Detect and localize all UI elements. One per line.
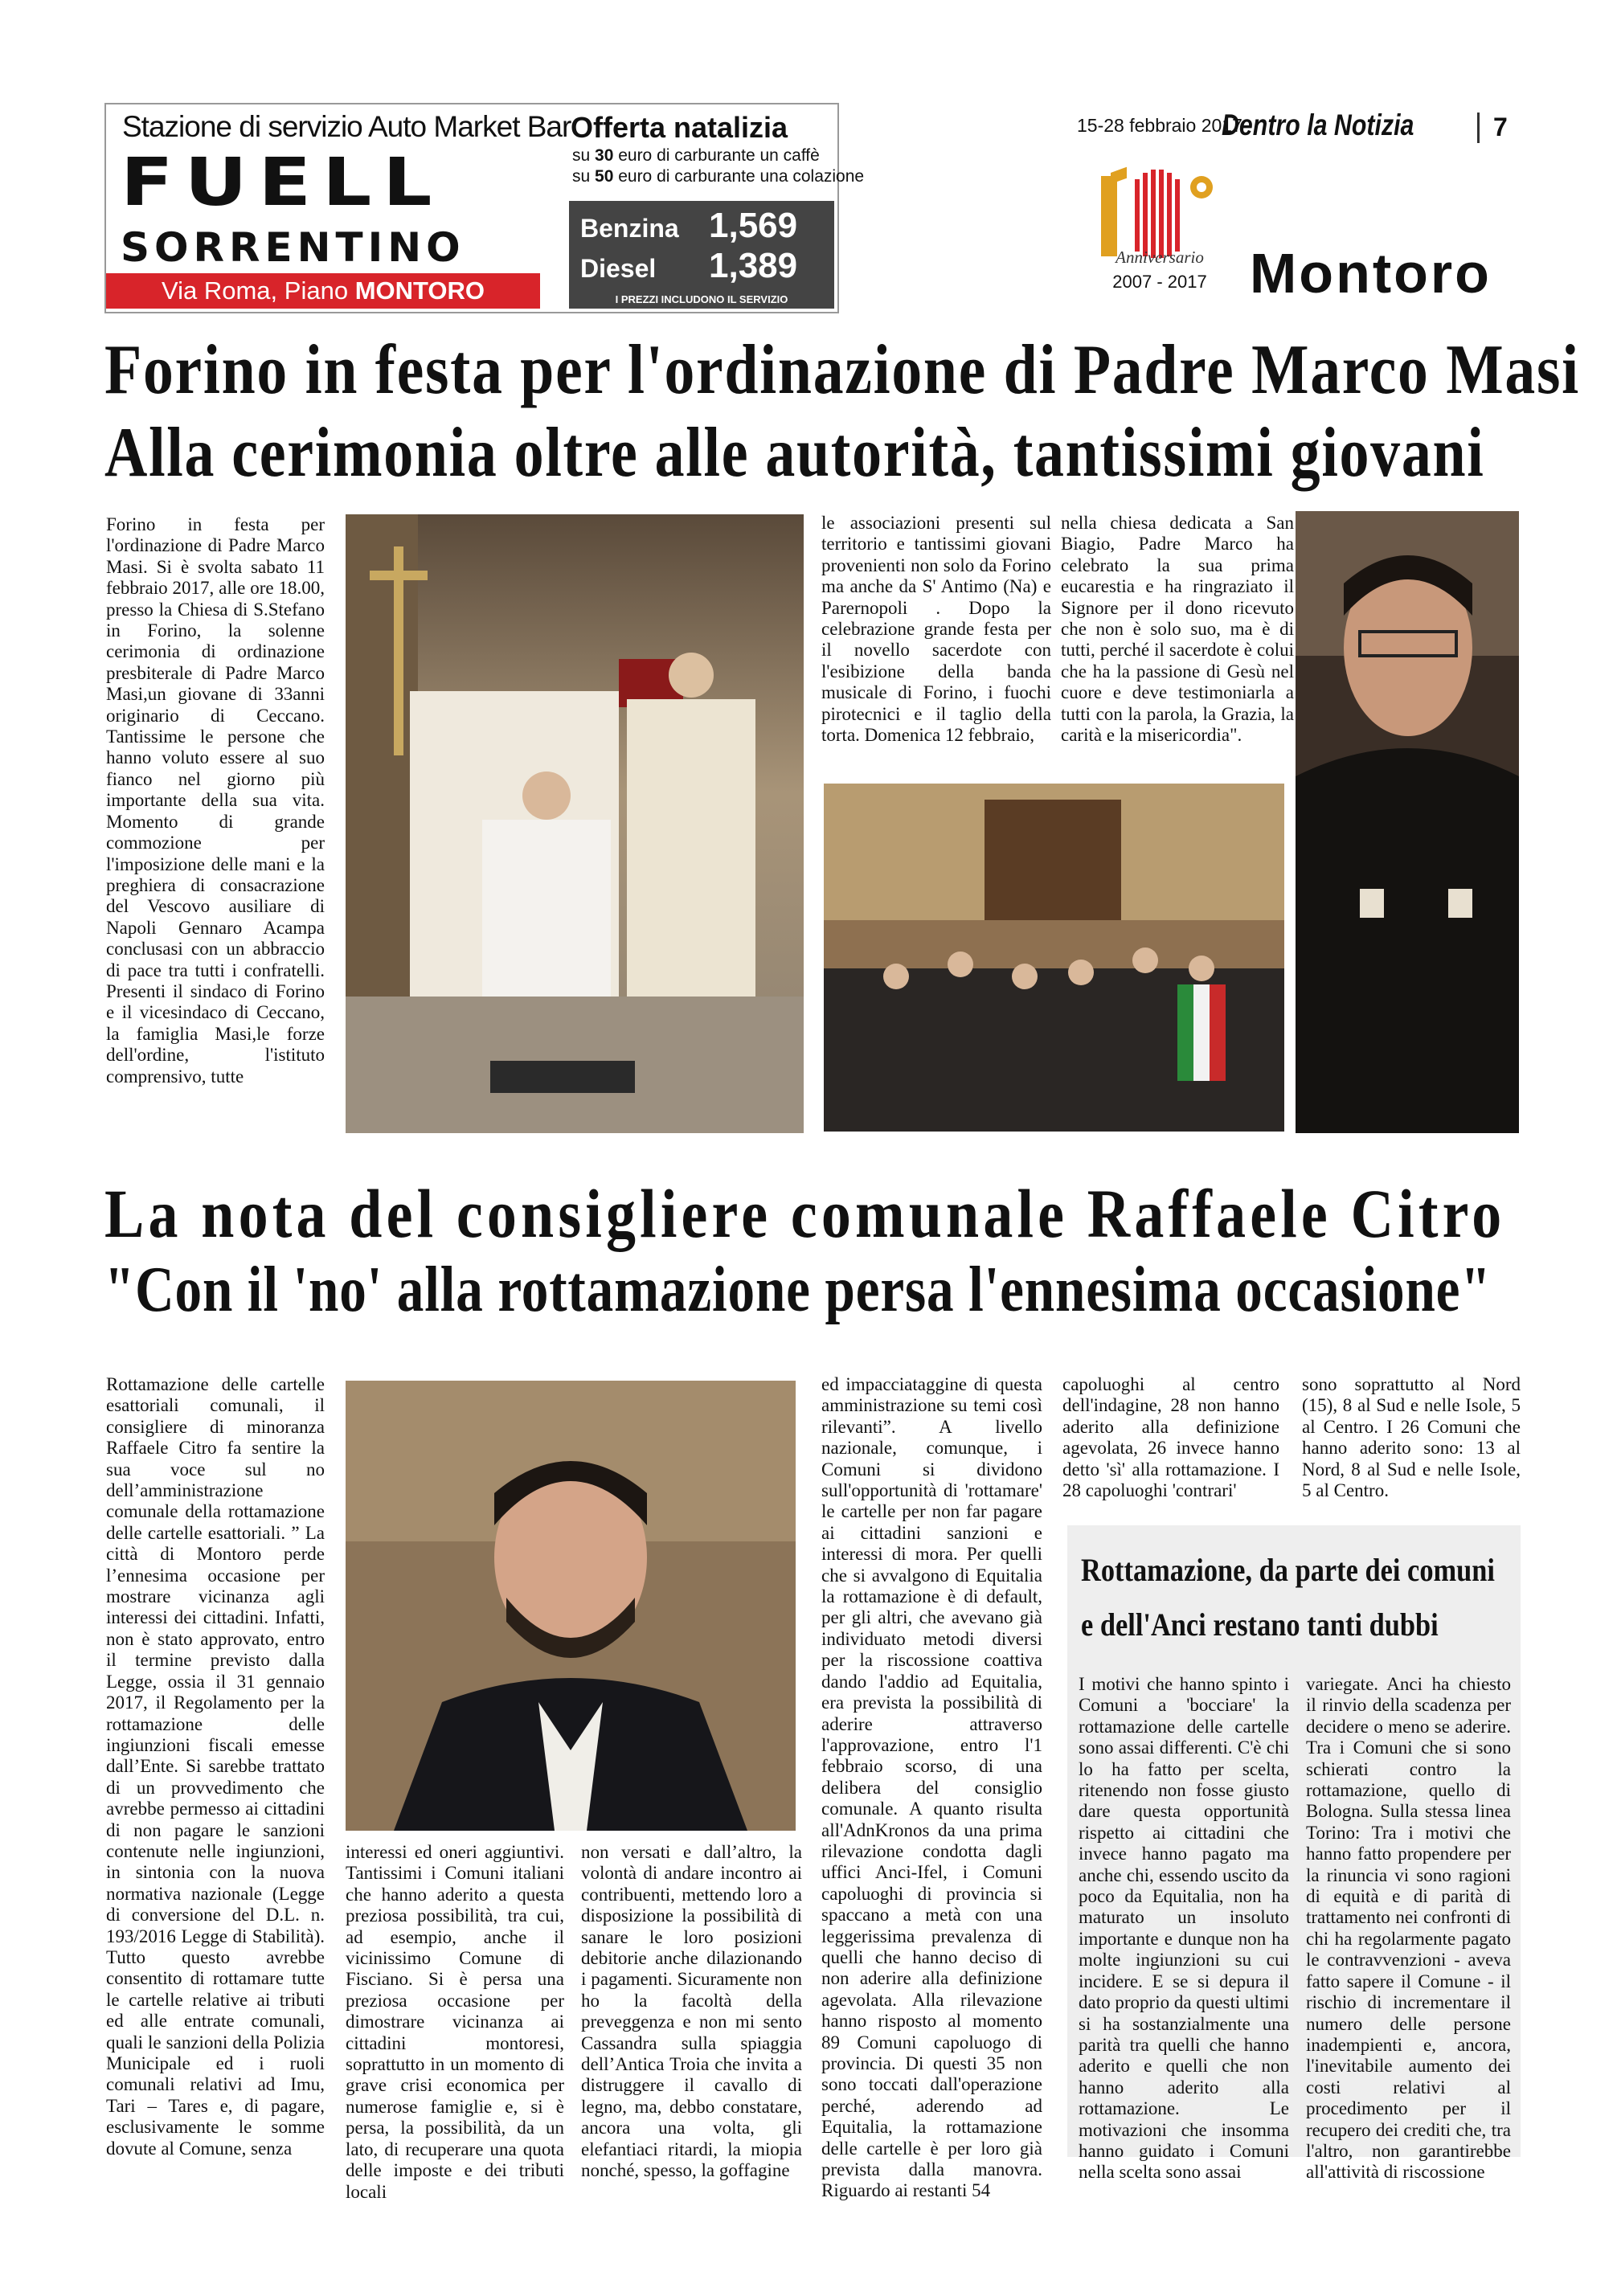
ad-price-panel (569, 201, 834, 309)
benzina-price-row (580, 206, 798, 245)
ad-address-town: MONTORO (354, 276, 485, 305)
ad-brand-logo-line2: SORRENTINO (121, 224, 465, 271)
ordination-ceremony-photo (346, 514, 804, 1133)
ad-offer-line-2: su 50 euro di carburante una colazione (572, 167, 865, 186)
ad-offer-title: Offerta natalizia (571, 111, 788, 144)
portrait-father-marco-masi (1296, 511, 1519, 1133)
ad-offer-line-1: su 30 euro di carburante un caffè (572, 146, 820, 165)
header-divider (1477, 113, 1480, 143)
sidebar-column-1: I motivi che hanno spinto i Comuni a 'bocciare' la rottamazione delle cartelle sono assai differenti. C'è chi lo ha fatto per scelta, ritenendo non fosse giusto dare questa opportunità rispetto ai cittadini che invece hanno pagato ma anche chi, essendo uscito da poco da Equitalia, non ha maturato un insoluto importante e dunque non ha molte ingiunzioni su cui incidere. E se si depura il dato proprio da questi ultimi si ha sostanzialmente una parità tra quelli che hanno aderito e quelli che non hanno aderito alla rottamazione. Le motivazioni che insomma hanno guidato i Comuni nella scelta sono assai (1079, 1674, 1289, 2183)
article1-column-4: nella chiesa dedicata a San Biagio, Padre Marco ha celebrato la sua prima eucarestia e ha ringraziato il Signore per il dono ricevuto che non è solo suo, ma è di tutti, perché il sacerdote è colui che ha la passione di Gesù nel cuore e deve testimoniarla a tutti con la parola, la Grazia, la carità e la misericordia". (1061, 513, 1294, 746)
article2-headline: La nota del consigliere comunale Raffaele Citro (104, 1175, 1506, 1252)
article2-column-5: capoluoghi al centro dell'indagine, 28 non hanno aderito alla definizione agevolata, 26 invece hanno detto 'sì' alla rottamazione. I 28 capoluoghi 'contrari' (1062, 1374, 1279, 1501)
ad-title: Stazione di servizio Auto Market Bar (122, 110, 571, 143)
sidebar-title (1081, 1543, 1495, 1652)
article2-column-2: interessi ed oneri aggiuntivi. Tantissimi i Comuni italiani che hanno aderito a questa preziosa possibilità, tra cui, ad esempio, anche il vicinissimo Comune di Fisciano. Si è persa una preziosa occasione per dimostrare vicinanza ai cittadini montoresi, soprattutto in un momento di grave crisi economica per numerose famiglie e, si è persa, la possibilità, da un lato, di recuperare una quota delle imposte e dei tributi locali (346, 1842, 564, 2202)
portrait-raffaele-citro (346, 1381, 796, 1831)
article1-column-1: Forino in festa per l'ordinazione di Padre Marco Masi. Si è svolta sabato 11 febbraio 2017, alle ore 18.00, presso la Chiesa di S.Stefano in Forino, la solenne cerimonia di ordinazione presbiterale di Padre Marco Masi,un giovane di 33anni originario di Ceccano. Tantissime le persone che hanno voluto essere al suo fianco nel giorno più importante della sua vita. Momento di grande commozione per l'imposizione delle mani e la preghiera di consacrazione del Vescovo ausiliare di Napoli Gennaro Acampa conclusasi con un abbraccio di pace tra tutti i confratelli. Presenti il sindaco di Forino e il vicesindaco di Ceccano, la famiglia Masi,le forze dell'ordine, l'istituto comprensivo, tutte (106, 514, 325, 1087)
article2-column-3: non versati e dall’altro, la volontà di andare incontro ai contribuenti, mettendo loro a disposizione la possibilità di sanare le loro posizioni debitorie anche dilazionando i pagamenti. Sicuramente non ho la facoltà della preveggenza e non mi sento Cassandra sulla spiaggia dell’Antica Troia che invita a distruggere il cavallo di legno, ma, debbo constatare, ancora una volta, gli elefantiaci ritardi, la miopia nonché, spesso, la goffagine (581, 1842, 802, 2181)
article2-column-6: sono soprattutto al Nord (15), 8 al Sud e nelle Isole, 5 al Centro. I 26 Comuni che hanno aderito sono: 13 al Nord, 8 al Sud e nelle Isole, 5 al Centro. (1302, 1374, 1521, 1501)
anniversary-label: Anniversario (1116, 248, 1204, 267)
article1-headline: Forino in festa per l'ordinazione di Padre Marco Masi (104, 331, 1580, 409)
page-number: 7 (1493, 113, 1508, 141)
benzina-price: 1,569 (709, 206, 798, 245)
diesel-price: 1,389 (709, 246, 798, 285)
section-title: Montoro (1250, 242, 1492, 305)
diesel-label: Diesel (580, 254, 657, 283)
newspaper-name: Dentro la Notizia (1222, 108, 1414, 141)
issue-date: 15-28 febbraio 2017 (1077, 115, 1242, 136)
sidebar-column-2: variegate. Anci ha chiesto il rinvio della scadenza per decidere o meno se aderire. Tra i Comuni che si sono schierati contro la rottamazione, quello di Bologna. Sulla stessa linea Torino: Tra i motivi che hanno fatto propendere per la rinuncia vi sono ragioni di equità e di parità di trattamento nei confronti di chi ha regolarmente pagato le contravvenzioni - aveva fatto sapere il Comune - il rischio di incrementare il numero delle persone inadempienti e, ancora, l'inevitabile aumento dei costi relativi al procedimento per il recupero dei crediti che, tra l'altro, non garantirebbe all'attività di riscossione (1306, 1674, 1511, 2183)
ad-price-note: I PREZZI INCLUDONO IL SERVIZIO (615, 293, 788, 305)
ad-address-bar (106, 273, 540, 309)
group-photo-in-church (824, 784, 1284, 1132)
diesel-price-row (580, 246, 798, 285)
article1-column-3: le associazioni presenti sul territorio e tantissimi giovani provenienti non solo da Forino ma anche da S' Antimo (Na) e Parernopoli . Dopo la celebrazione grande festa per il novello sacerdote con l'esibizione della banda musicale di Forino, i fuochi pirotecnici e il taglio della torta. Domenica 12 febbraio, (821, 513, 1051, 746)
article2-column-1: Rottamazione delle cartelle esattoriali comunali, il consigliere di minoranza Raffaele Citro fa sentire la sua voce sul no dell’amministrazione comunale della rottamazione delle cartelle esattoriali. ” La città di Montoro perde l’ennesima occasione per mostrare vicinanza agli interessi dei cittadini. Infatti, non è stato approvato, entro il termine previsto dalla Legge, ossia il 31 gennaio 2017, il Regolamento per la rottamazione delle ingiunzioni fiscali emesse dall’Ente. Si sarebbe trattato di un provvedimento che avrebbe permesso ai cittadini di non pagare le sanzioni contenute nelle ingiunzioni, in sintonia con la nuova normativa nazionale (Legge di conversione del D.L. n. 193/2016 Legge di Stabilità). Tutto questo avrebbe consentito di rottamare tutte le cartelle relative ai tributi ed alle entrate comunali, quali le sanzioni della Polizia Municipale ed i ruoli comunali relativi ad Imu, Tari – Tares e, di pagare, esclusivamente le somme dovute al Comune, senza (106, 1374, 325, 2159)
sidebar-title-line-1: Rottamazione, da parte dei comuni (1081, 1552, 1495, 1588)
article2-subheadline: "Con il 'no' alla rottamazione persa l'ennesima occasione" (104, 1254, 1492, 1325)
sidebar-title-line-2: e dell'Anci restano tanti dubbi (1081, 1606, 1439, 1643)
ad-brand-logo: FUELL (121, 144, 444, 221)
benzina-label: Benzina (580, 214, 679, 243)
anniversary-years: 2007 - 2017 (1112, 272, 1207, 292)
article2-column-4: ed impacciataggine di questa amministrazione su temi così rilevanti”. A livello nazionale, comunque, i Comuni si dividono sull'opportunità di 'rottamare' le cartelle per non far pagare ai cittadini sanzioni e interessi di mora. Per quelli che si avvalgono di Equitalia la rottamazione è di default, per gli altri, che avevano già individuato metodi diversi per la riscossione coattiva dando l'addio ad Equitalia, era prevista la possibilità di aderire attraverso l'approvazione, entro l'1 febbraio scorso, di una delibera del consiglio comunale. A quanto risulta all'AdnKronos da una prima rilevazione condotta dagli uffici Anci-Ifel, i Comuni capoluoghi di provincia si spaccano a metà con una leggerissima prevalenza di quelli che hanno deciso di non aderire alla definizione agevolata. Alla rilevazione hanno risposto al momento 89 Comuni capoluogo di provincia. Di questi 35 non sono toccati dall'operazione perché, aderendo ad Equitalia, la rottamazione delle cartelle è per loro già prevista dalla manovra. Riguardo ai restanti 54 (821, 1374, 1042, 2201)
article1-subheadline: Alla cerimonia oltre alle autorità, tantissimi giovani (104, 414, 1485, 492)
ad-address-prefix: Via Roma, Piano (162, 276, 355, 305)
